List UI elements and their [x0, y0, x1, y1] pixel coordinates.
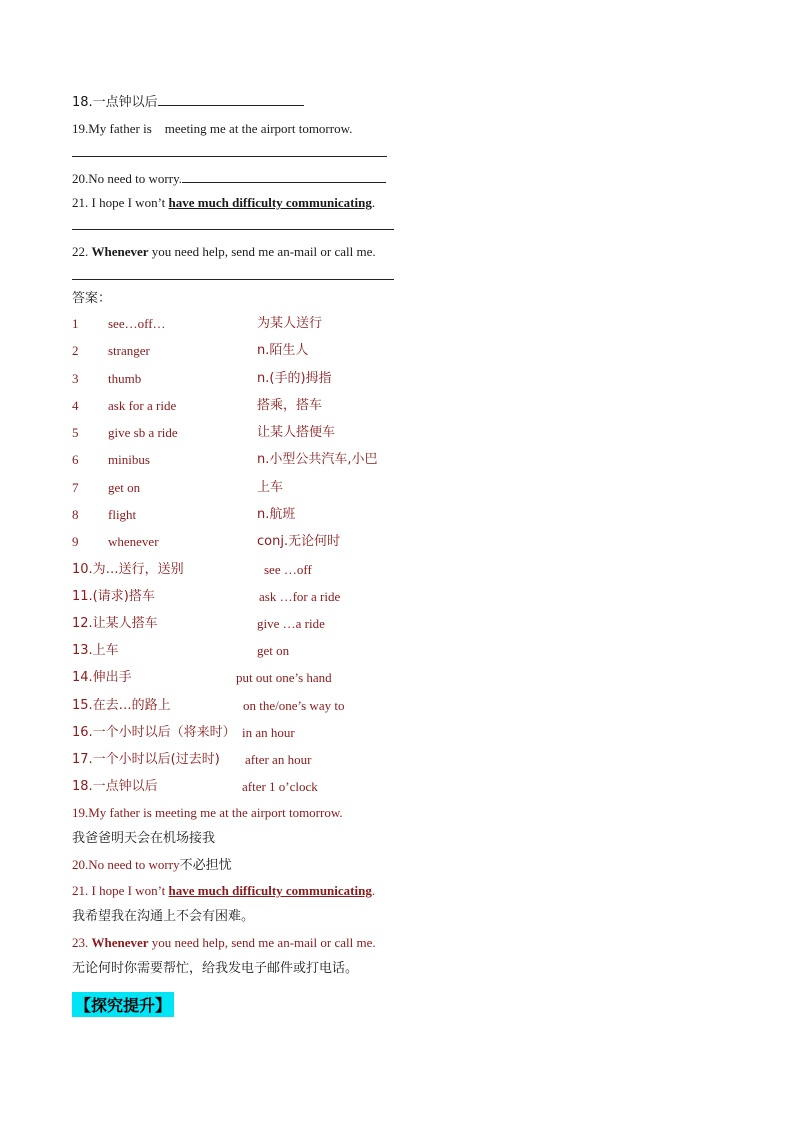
answer-23-emphasis: Whenever: [91, 935, 149, 951]
vocab-en: get on: [108, 479, 141, 495]
phrase-zh: 16.一个小时以后（将来时）: [72, 724, 236, 740]
phrase-row: [72, 610, 732, 637]
answer-23-zh: 无论何时你需要帮忙，给我发电子邮件或打电话。: [72, 961, 359, 977]
phrase-zh: 13.上车: [72, 643, 119, 659]
phrase-row: [72, 746, 732, 773]
answer-21-emphasis: have much difficulty communicating: [168, 883, 372, 899]
answer-21-en: [72, 878, 732, 904]
phrase-en: ask …for a ride: [259, 588, 341, 604]
phrase-row: [72, 583, 732, 610]
question-19-answer-blank[interactable]: [72, 142, 387, 157]
vocab-num: 7: [72, 479, 79, 495]
vocab-answer-list: [72, 310, 732, 556]
phrase-answer-list: [72, 556, 732, 801]
vocab-zh: n.(手的)拇指: [257, 370, 332, 386]
vocab-zh: n.小型公共汽车,小巴: [257, 452, 378, 468]
vocab-zh: n.航班: [257, 507, 296, 523]
phrase-en: after an hour: [245, 751, 312, 767]
phrase-zh: 12.让某人搭车: [72, 616, 158, 632]
vocab-en: ask for a ride: [108, 397, 177, 413]
vocab-zh: n.陌生人: [257, 343, 309, 359]
phrase-zh: 18.一点钟以后: [72, 779, 158, 795]
vocab-num: 1: [72, 316, 79, 331]
vocab-en: flight: [108, 507, 137, 523]
phrase-en: get on: [257, 643, 290, 659]
vocab-en: give sb a ride: [108, 425, 178, 441]
vocab-row: [72, 365, 732, 392]
question-21-suffix: .: [371, 195, 376, 210]
question-18-blank[interactable]: [158, 92, 304, 106]
question-21: [72, 193, 732, 213]
vocab-row: [72, 419, 732, 446]
vocab-num: 4: [72, 397, 79, 413]
vocab-num: 2: [72, 343, 79, 359]
phrase-zh: 11.(请求)搭车: [72, 588, 155, 604]
vocab-row: [72, 310, 732, 337]
phrase-row: [72, 664, 732, 691]
vocab-row: [72, 446, 732, 473]
phrase-en: give …a ride: [257, 616, 325, 632]
vocab-en: see…off…: [108, 316, 166, 331]
vocab-row: [72, 392, 732, 419]
document-page: [72, 92, 732, 1017]
question-20: [72, 169, 732, 189]
answer-20-en: 20.No need to worry: [72, 857, 180, 873]
phrase-row: [72, 719, 732, 746]
answer-21-zh: 我希望我在沟通上不会有困难。: [72, 909, 255, 925]
vocab-en: stranger: [108, 343, 150, 359]
vocab-row: [72, 337, 732, 364]
answer-23-rest: you need help, send me an-mail or call me.: [148, 935, 376, 951]
question-21-answer-blank[interactable]: [72, 215, 394, 230]
vocab-num: 3: [72, 370, 79, 386]
question-19: [72, 119, 732, 139]
question-22-num: 22.: [72, 244, 92, 259]
question-20-blank[interactable]: [182, 169, 386, 183]
answer-19-zh: 我爸爸明天会在机场接我: [72, 831, 216, 847]
vocab-en: whenever: [108, 534, 159, 550]
question-18-text: 18.一点钟以后: [72, 95, 158, 110]
vocab-zh: 让某人搭便车: [257, 425, 336, 441]
phrase-en: after 1 o’clock: [242, 779, 318, 795]
question-22-answer-blank[interactable]: [72, 265, 394, 280]
question-20-text: 20.No need to worry.: [72, 171, 182, 186]
phrase-zh: 10.为…送行，送别: [72, 561, 184, 577]
vocab-en: minibus: [108, 452, 150, 468]
phrase-zh: 17.一个小时以后(过去时): [72, 751, 220, 767]
answer-20-zh: 不必担忧: [179, 858, 232, 874]
vocab-num: 6: [72, 452, 79, 468]
phrase-row: [72, 556, 732, 583]
vocab-row: [72, 528, 732, 555]
answer-21-prefix: 21. I hope I won’t: [72, 883, 169, 899]
vocab-num: 8: [72, 507, 79, 523]
question-19-text: 19.My father is meeting me at the airport tomorrow.: [72, 121, 353, 136]
question-22: [72, 242, 732, 262]
phrase-en: see …off: [264, 561, 312, 577]
vocab-zh: 搭乘，搭车: [257, 397, 323, 413]
phrase-zh: 14.伸出手: [72, 670, 132, 686]
answer-19-en: 19.My father is meeting me at the airport tomorrow.: [72, 805, 343, 821]
answers-title: 答案：: [72, 291, 112, 306]
phrase-row: [72, 637, 732, 664]
answer-23-en: [72, 930, 732, 956]
question-22-rest: you need help, send me an-mail or call me.: [148, 244, 376, 259]
phrase-row: [72, 692, 732, 719]
vocab-zh: 上车: [257, 479, 284, 495]
vocab-zh: conj.无论何时: [257, 534, 341, 550]
phrase-en: in an hour: [242, 724, 295, 740]
vocab-num: 5: [72, 425, 79, 441]
question-22-emphasis: Whenever: [91, 244, 149, 259]
question-18: [72, 92, 732, 112]
answer-23-num: 23.: [72, 935, 92, 951]
answer-20: [72, 852, 732, 878]
phrase-row: [72, 773, 732, 800]
vocab-num: 9: [72, 534, 79, 550]
vocab-zh: 为某人送行: [257, 316, 323, 331]
vocab-en: thumb: [108, 370, 142, 386]
phrase-zh: 15.在去…的路上: [72, 697, 171, 713]
vocab-row: [72, 501, 732, 528]
section-heading: 【探究提升】: [72, 992, 174, 1017]
question-21-emphasis: have much difficulty communicating: [168, 195, 372, 210]
phrase-en: on the/one’s way to: [243, 697, 345, 713]
answer-21-suffix: .: [371, 883, 376, 899]
question-21-prefix: 21. I hope I won’t: [72, 195, 169, 210]
phrase-en: put out one’s hand: [236, 670, 332, 686]
vocab-row: [72, 474, 732, 501]
